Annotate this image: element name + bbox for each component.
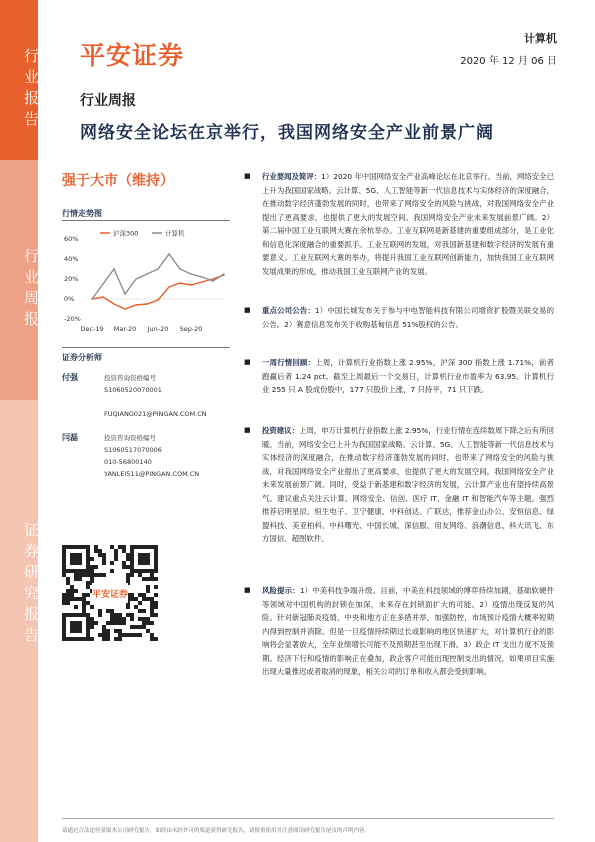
- data-point: [201, 276, 203, 278]
- qr-module: [78, 573, 82, 577]
- qr-module: [146, 585, 150, 589]
- qr-module: [150, 621, 154, 625]
- qr-module: [154, 601, 158, 605]
- qr-module: [82, 593, 86, 597]
- bullet-icon: ■: [244, 586, 251, 594]
- analyst-block: [62, 432, 242, 492]
- qr-module: [142, 621, 146, 625]
- qr-module: [66, 597, 70, 601]
- data-point: [146, 273, 148, 275]
- qr-module: [78, 577, 82, 581]
- x-tick-label: Dec-19: [80, 325, 104, 333]
- qr-module: [146, 589, 150, 593]
- qr-module: [150, 573, 154, 577]
- section-paragraph: [244, 304, 554, 331]
- qr-module: [86, 601, 90, 605]
- sidebar-top-label: 行业报告: [22, 48, 40, 132]
- qr-module: [94, 573, 98, 577]
- legend-label: 计算机: [165, 229, 185, 238]
- qr-module: [102, 573, 106, 577]
- qr-module: [102, 625, 106, 629]
- qr-module: [146, 617, 150, 621]
- qr-module: [126, 633, 130, 637]
- analyst-email[interactable]: YANLEI511@PINGAN.COM.CN: [104, 470, 200, 478]
- sidebar-bottom-block: [0, 400, 38, 842]
- qr-module: [146, 629, 150, 633]
- x-tick-label: Jun-20: [147, 325, 169, 333]
- qr-module: [102, 629, 106, 633]
- report-type: 行业周报: [80, 93, 136, 109]
- qr-module: [74, 597, 78, 601]
- industry-label: 计算机: [524, 32, 557, 45]
- sidebar-top-block: [0, 0, 38, 160]
- qr-module: [118, 621, 122, 625]
- qr-module: [70, 589, 74, 593]
- chart-title: 行情走势图: [62, 209, 102, 218]
- qr-logo: 平安证券: [91, 590, 129, 600]
- qr-module: [118, 545, 122, 549]
- qr-module: [126, 613, 130, 617]
- qr-module: [142, 597, 146, 601]
- data-point: [157, 299, 159, 301]
- section-label: 风险提示：: [262, 586, 300, 595]
- qr-module: [114, 557, 118, 561]
- data-point: [102, 283, 104, 285]
- qr-module: [154, 605, 158, 609]
- analyst-line: 010-56800140: [104, 458, 152, 466]
- qr-module: [138, 625, 142, 629]
- sidebar-bottom-label: 证券研究报告: [22, 522, 40, 648]
- qr-module: [142, 577, 146, 581]
- qr-module: [150, 613, 154, 617]
- qr-module: [70, 593, 74, 597]
- qr-module: [138, 609, 142, 613]
- analyst-name: 闫磊: [62, 433, 78, 442]
- data-point: [212, 280, 214, 282]
- qr-module: [62, 593, 66, 597]
- section-paragraph: [244, 584, 554, 679]
- qr-module: [134, 625, 138, 629]
- sidebar-middle-block: [0, 160, 38, 400]
- qr-module: [94, 565, 98, 569]
- qr-module: [110, 617, 114, 621]
- qr-module: [110, 545, 114, 549]
- report-title: 网络安全论坛在京举行，我国网络安全产业前景广阔: [80, 123, 494, 143]
- qr-module: [106, 621, 110, 625]
- qr-module: [122, 549, 126, 553]
- qr-module: [62, 601, 66, 605]
- y-tick-label: 20%: [64, 275, 79, 283]
- qr-module: [154, 585, 158, 589]
- qr-module: [130, 625, 134, 629]
- legend-label: 沪深300: [113, 229, 139, 238]
- qr-module: [74, 589, 78, 593]
- section-label: 重点公司公告：: [262, 306, 315, 315]
- qr-module: [66, 601, 70, 605]
- qr-module: [126, 573, 130, 577]
- data-point: [124, 308, 126, 310]
- divider: [62, 347, 230, 348]
- data-point: [179, 282, 181, 284]
- section-text: 1）2020 年中国网络安全产业高峰论坛在北京举行。当前，网络安全已上升为我国国家战略。云计算、5G、人工智能等新一代信息技术与实体经济的深度融合，在推动数字经济蓬勃发展的同时，也带来了网络安全的风险与挑战，对我国网络安全产业提出了更高要求，也提供了更大的发展空间。我国网络安全产业未来发展前景广阔。2）第二届中国工业互联网大赛在余杭举办。工业互联网是新基建的重要组成部分，是工业化和信息化深度融合的重要抓手。工业互联网的发展，对我国新基建和数字经济的发展有重要意义。工业互联网大赛的举办，将提升我国工业互联网创新能力，加快我国工业互联网发展成果的形成，推动我国工业互联网产业的发展。: [262, 172, 554, 276]
- qr-module: [146, 597, 150, 601]
- qr-module: [102, 637, 106, 641]
- qr-module: [66, 593, 70, 597]
- qr-module: [130, 633, 134, 637]
- qr-module: [142, 625, 146, 629]
- qr-module: [94, 621, 98, 625]
- data-point: [212, 278, 214, 280]
- analyst-email[interactable]: FUQIANG021@PINGAN.COM.CN: [104, 410, 207, 418]
- data-point: [113, 303, 115, 305]
- qr-module: [74, 577, 78, 581]
- analysts-title: 证券分析师: [62, 353, 102, 362]
- qr-module: [146, 577, 150, 581]
- qr-module: [94, 549, 98, 553]
- sidebar-middle-label: 行业周报: [22, 248, 40, 332]
- analyst-line: S1060520070001: [104, 386, 162, 394]
- qr-module: [114, 549, 118, 553]
- section-text: 1）中美科技争端升级。目前，中美在科技领域的博弈持续加剧，基础软硬件等领域对中国机构的封锁在加深，未来存在封锁面扩大的可能。2）疫情出现反复的风险。针对新冠肺炎疫情，中央和地方正在多措并举，加强防控，市场预计疫情大概率短期内得到控制并消除。但是一旦疫情持续期过长或影响的地区快速扩大，对计算机行业的影响将会显著放大，全年业绩增长可能不及预期甚至出现下滑。3）政企 IT 支出力度不及预期。经济下行和疫情的影响正在叠加，政企客户可能出现控制支出的情况，如果项目实施出现大量推迟或者取消的现象，相关公司的订单和收入都会受到影响。: [262, 586, 554, 676]
- section-label: 行业要闻及简评：: [262, 172, 322, 181]
- footer-disclaimer: 请通过合法途径获取本公司研究报告，如经由未经许可的渠道获得研究报告，请慎重使用并注意阅读研究报告尾页的声明内容。: [62, 828, 371, 834]
- qr-module: [114, 553, 118, 557]
- qr-module: [110, 621, 114, 625]
- qr-module: [114, 613, 118, 617]
- x-tick-label: Mar-20: [113, 325, 137, 333]
- qr-module: [130, 613, 134, 617]
- analyst-name: 付强: [62, 373, 78, 382]
- qr-module: [74, 573, 78, 577]
- qr-module: [90, 605, 94, 609]
- y-tick-label: 40%: [64, 255, 79, 263]
- qr-module: [102, 557, 106, 561]
- data-point: [91, 298, 93, 300]
- section-text: 上周，计算机行业指数上涨 2.95%，沪深 300 指数上涨 1.71%，前者跑赢后者 1.24 pct。截至上周最后一个交易日，计算机行业市盈率为 63.95。计算机行业 255 只 A 股成份股中，177 只股价上涨，7 只持平，71 只下跌。: [262, 358, 554, 394]
- qr-module: [66, 577, 70, 581]
- qr-module: [86, 585, 90, 589]
- qr-module: [126, 577, 130, 581]
- qr-module: [78, 597, 82, 601]
- qr-module: [114, 629, 118, 633]
- market-trend-chart: [62, 225, 230, 335]
- y-tick-label: -20%: [64, 315, 81, 323]
- data-point: [124, 293, 126, 295]
- qr-module: [138, 601, 142, 605]
- data-point: [146, 303, 148, 305]
- qr-module: [86, 573, 90, 577]
- qr-module: [146, 621, 150, 625]
- qr-module: [90, 617, 94, 621]
- data-point: [135, 304, 137, 306]
- qr-module: [134, 633, 138, 637]
- qr-module: [150, 605, 154, 609]
- qr-module: [126, 565, 130, 569]
- qr-module: [118, 637, 122, 641]
- qr-module: [110, 561, 114, 565]
- qr-module: [130, 573, 134, 577]
- qr-code[interactable]: [62, 545, 158, 641]
- y-tick-label: 0%: [64, 295, 75, 303]
- qr-module: [150, 637, 154, 641]
- analyst-block: [62, 372, 242, 432]
- qr-module: [126, 605, 130, 609]
- qr-module: [94, 545, 98, 549]
- qr-module: [110, 613, 114, 617]
- section-paragraph: [244, 356, 554, 397]
- qr-module: [134, 605, 138, 609]
- analyst-info: [104, 372, 207, 420]
- data-point: [179, 268, 181, 270]
- qr-module: [118, 629, 122, 633]
- qr-module: [138, 593, 142, 597]
- qr-module: [118, 613, 122, 617]
- x-tick-label: Sep-20: [179, 325, 203, 333]
- data-point: [190, 273, 192, 275]
- analyst-info: [104, 432, 199, 480]
- bullet-icon: ■: [244, 172, 251, 180]
- qr-module: [122, 565, 126, 569]
- data-point: [190, 284, 192, 286]
- qr-module: [154, 577, 158, 581]
- qr-module: [106, 629, 110, 633]
- qr-module: [122, 621, 126, 625]
- qr-module: [102, 553, 106, 557]
- qr-module: [70, 621, 82, 633]
- qr-module: [90, 577, 94, 581]
- qr-module: [70, 553, 82, 565]
- qr-module: [114, 617, 118, 621]
- qr-module: [126, 557, 130, 561]
- data-point: [223, 273, 225, 275]
- qr-module: [90, 625, 94, 629]
- footer-divider: [62, 818, 554, 819]
- qr-module: [154, 637, 158, 641]
- qr-module: [114, 637, 118, 641]
- divider: [62, 220, 230, 221]
- qr-module: [122, 633, 126, 637]
- data-point: [135, 278, 137, 280]
- qr-module: [98, 549, 102, 553]
- analyst-line: [104, 396, 207, 408]
- qr-module: [142, 609, 146, 613]
- qr-module: [150, 601, 154, 605]
- qr-module: [118, 633, 122, 637]
- qr-module: [106, 609, 110, 613]
- qr-module: [82, 597, 86, 601]
- qr-module: [102, 633, 106, 637]
- qr-module: [90, 569, 94, 573]
- qr-module: [130, 593, 134, 597]
- qr-module: [150, 577, 154, 581]
- qr-module: [130, 617, 134, 621]
- qr-module: [138, 633, 142, 637]
- qr-module: [154, 593, 158, 597]
- qr-module: [118, 617, 122, 621]
- qr-module: [110, 609, 114, 613]
- qr-module: [66, 589, 70, 593]
- qr-module: [98, 609, 102, 613]
- series-line-1: [92, 254, 224, 299]
- qr-module: [142, 593, 146, 597]
- qr-module: [98, 633, 102, 637]
- qr-module: [122, 617, 126, 621]
- series-line-0: [92, 275, 224, 309]
- qr-module: [98, 553, 102, 557]
- section-text: 上周，申万计算机行业指数上涨 2.95%，行业行情在连续数周下降之后有所回暖。当前，网络安全已上升为我国国家战略。云计算、5G、人工智能等新一代信息技术与实体经济的深度融合，在推动数字经济蓬勃发展的同时，也带来了网络安全的风险与挑战，对我国网络安全产业提出了更高要求，也提供了更大的发展空间。我国网络安全产业未来发展前景广阔。同时，受益于新基建和数字经济的发展，云计算产业也有望持续高景气。建议重点关注云计算、网络安全、信创、医疗 IT、金融 IT 和智能汽车等主题。强烈推荐启明星辰、恒生电子、卫宁健康、中科创达、广联达，推荐金山办公、安恒信息、绿盟科技、美亚柏科、中科曙光、中国长城、深信服、用友网络、浪潮信息、科大讯飞、东方国信、超图软件。: [262, 426, 554, 543]
- qr-module: [138, 573, 142, 577]
- qr-module: [82, 609, 86, 613]
- data-point: [168, 286, 170, 288]
- qr-module: [90, 621, 94, 625]
- qr-module: [86, 581, 90, 585]
- report-date: 2020 年 12 月 06 日: [460, 56, 557, 67]
- qr-module: [134, 597, 138, 601]
- qr-module: [150, 633, 154, 637]
- qr-module: [62, 573, 66, 577]
- qr-module: [150, 597, 154, 601]
- qr-module: [150, 609, 154, 613]
- qr-module: [142, 617, 146, 621]
- qr-module: [98, 613, 102, 617]
- section-label: 一周行情回顾：: [262, 358, 316, 367]
- qr-module: [82, 601, 86, 605]
- bullet-icon: ■: [244, 306, 251, 314]
- qr-module: [106, 633, 110, 637]
- qr-module: [126, 553, 130, 557]
- qr-module: [98, 573, 102, 577]
- sidebar: [0, 0, 38, 842]
- section-paragraph: [244, 170, 554, 278]
- qr-module: [106, 637, 110, 641]
- qr-module: [122, 561, 126, 565]
- qr-module: [130, 597, 134, 601]
- bullet-icon: ■: [244, 358, 251, 366]
- company-logo: 平安证券: [80, 41, 185, 70]
- rating-label: 强于大市（维持）: [62, 173, 174, 189]
- qr-module: [62, 597, 66, 601]
- qr-module: [82, 605, 86, 609]
- qr-module: [90, 637, 94, 641]
- bullet-icon: ■: [244, 426, 251, 434]
- section-label: 投资建议：: [262, 426, 299, 435]
- analyst-line: 投资咨询资格编号: [104, 434, 156, 442]
- qr-module: [70, 597, 74, 601]
- qr-module: [86, 593, 90, 597]
- section-text: 1）中国长城发布关于参与中电智能科技有限公司增资扩股暨关联交易的公告。2）赛意信息发布关于收购基甸信息 51%股权的公告。: [262, 306, 554, 329]
- qr-module: [70, 585, 74, 589]
- qr-module: [102, 561, 106, 565]
- section-paragraph: [244, 424, 554, 546]
- qr-module: [82, 573, 86, 577]
- analyst-line: S1060517070006: [104, 446, 162, 454]
- qr-module: [90, 557, 94, 561]
- data-point: [168, 253, 170, 255]
- qr-module: [90, 573, 94, 577]
- qr-module: [90, 565, 94, 569]
- y-tick-label: 60%: [64, 235, 79, 243]
- data-point: [102, 296, 104, 298]
- qr-module: [66, 581, 70, 585]
- data-point: [201, 281, 203, 283]
- data-point: [157, 268, 159, 270]
- qr-module: [110, 569, 114, 573]
- analyst-line: 投资咨询资格编号: [104, 374, 156, 382]
- data-point: [113, 268, 115, 270]
- qr-module: [114, 621, 118, 625]
- qr-module: [154, 613, 158, 617]
- qr-module: [74, 605, 78, 609]
- qr-module: [138, 617, 142, 621]
- qr-module: [122, 545, 126, 549]
- qr-module: [138, 553, 150, 565]
